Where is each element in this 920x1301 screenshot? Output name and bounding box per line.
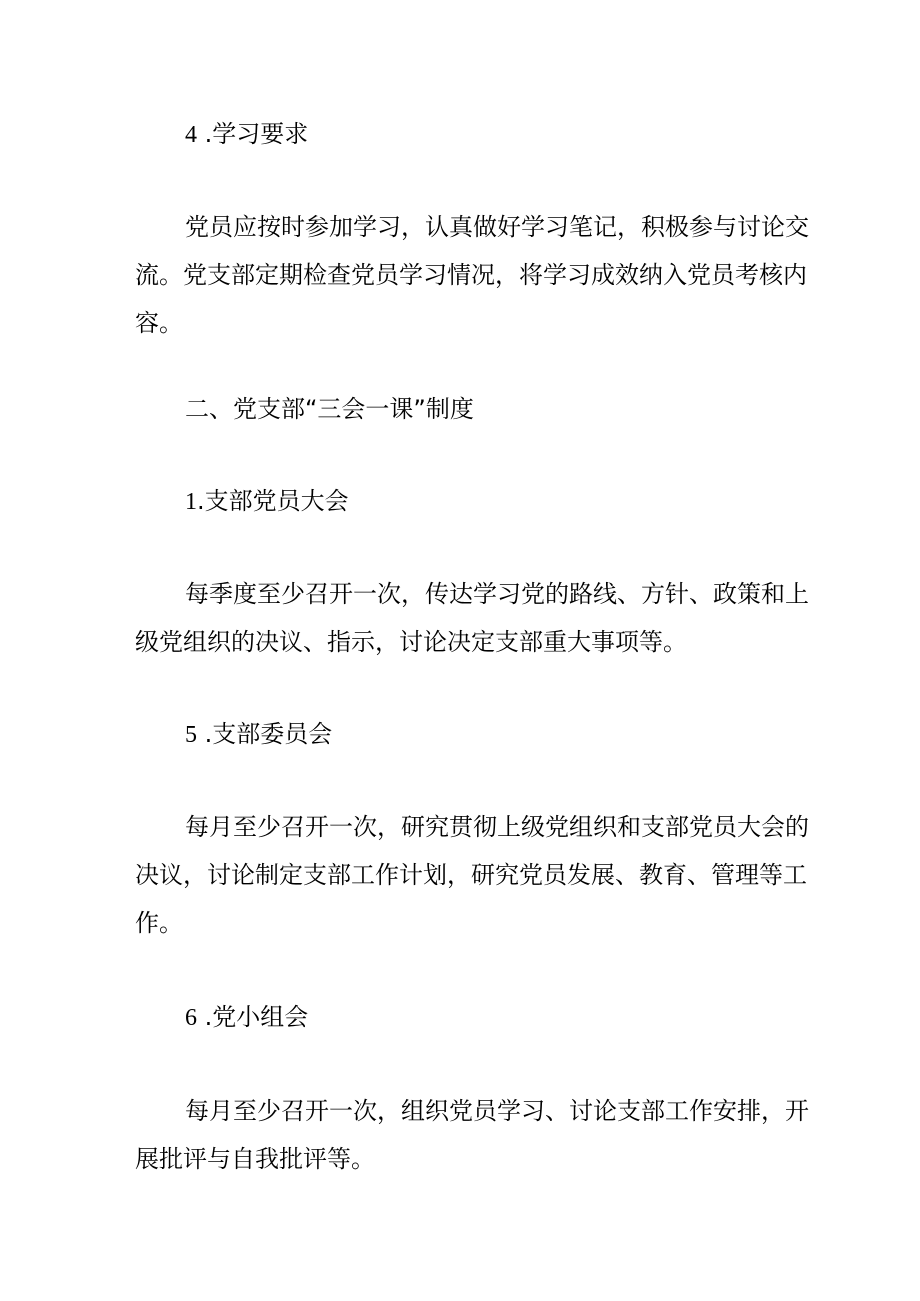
heading-number: 5 [185,722,197,748]
paragraph-line: 党员应按时参加学习，认真做好学习笔记，积极参与讨论交 [185,213,809,241]
paragraph-general-meeting [135,570,809,666]
paragraph-line: 展批评与自我批评等。 [135,1145,375,1173]
paragraph-line: 每月至少召开一次，研究贯彻上级党组织和支部党员大会的 [185,813,809,841]
section-title: 二、党支部“三会一课”制度 [185,395,474,423]
heading-general-meeting [135,477,795,525]
paragraph-party-group [135,1087,809,1183]
heading-text: .支部委员会 [197,720,333,748]
heading-section-two [135,385,795,433]
heading-text: .学习要求 [197,120,309,148]
heading-party-group [135,993,795,1041]
paragraph-line: 每季度至少召开一次，传达学习党的路线、方针、政策和上 [185,580,809,608]
paragraph-study-requirements [135,203,809,347]
paragraph-line: 每月至少召开一次，组织党员学习、讨论支部工作安排，开 [185,1097,809,1125]
heading-number: 6 [185,1005,197,1031]
paragraph-branch-committee [135,803,809,947]
paragraph-line: 决议，讨论制定支部工作计划，研究党员发展、教育、管理等工 [135,861,807,889]
heading-number: 1 [185,489,197,515]
heading-branch-committee [135,710,795,758]
paragraph-line: 级党组织的决议、指示，讨论决定支部重大事项等。 [135,628,687,656]
paragraph-line: 作。 [135,909,183,937]
heading-number: 4 [185,122,197,148]
heading-text: .党小组会 [197,1003,309,1031]
paragraph-line: 流。党支部定期检查党员学习情况，将学习成效纳入党员考核内 [135,261,807,289]
paragraph-line: 容。 [135,309,183,337]
heading-study-requirements [135,110,795,158]
heading-text: .支部党员大会 [197,487,349,515]
